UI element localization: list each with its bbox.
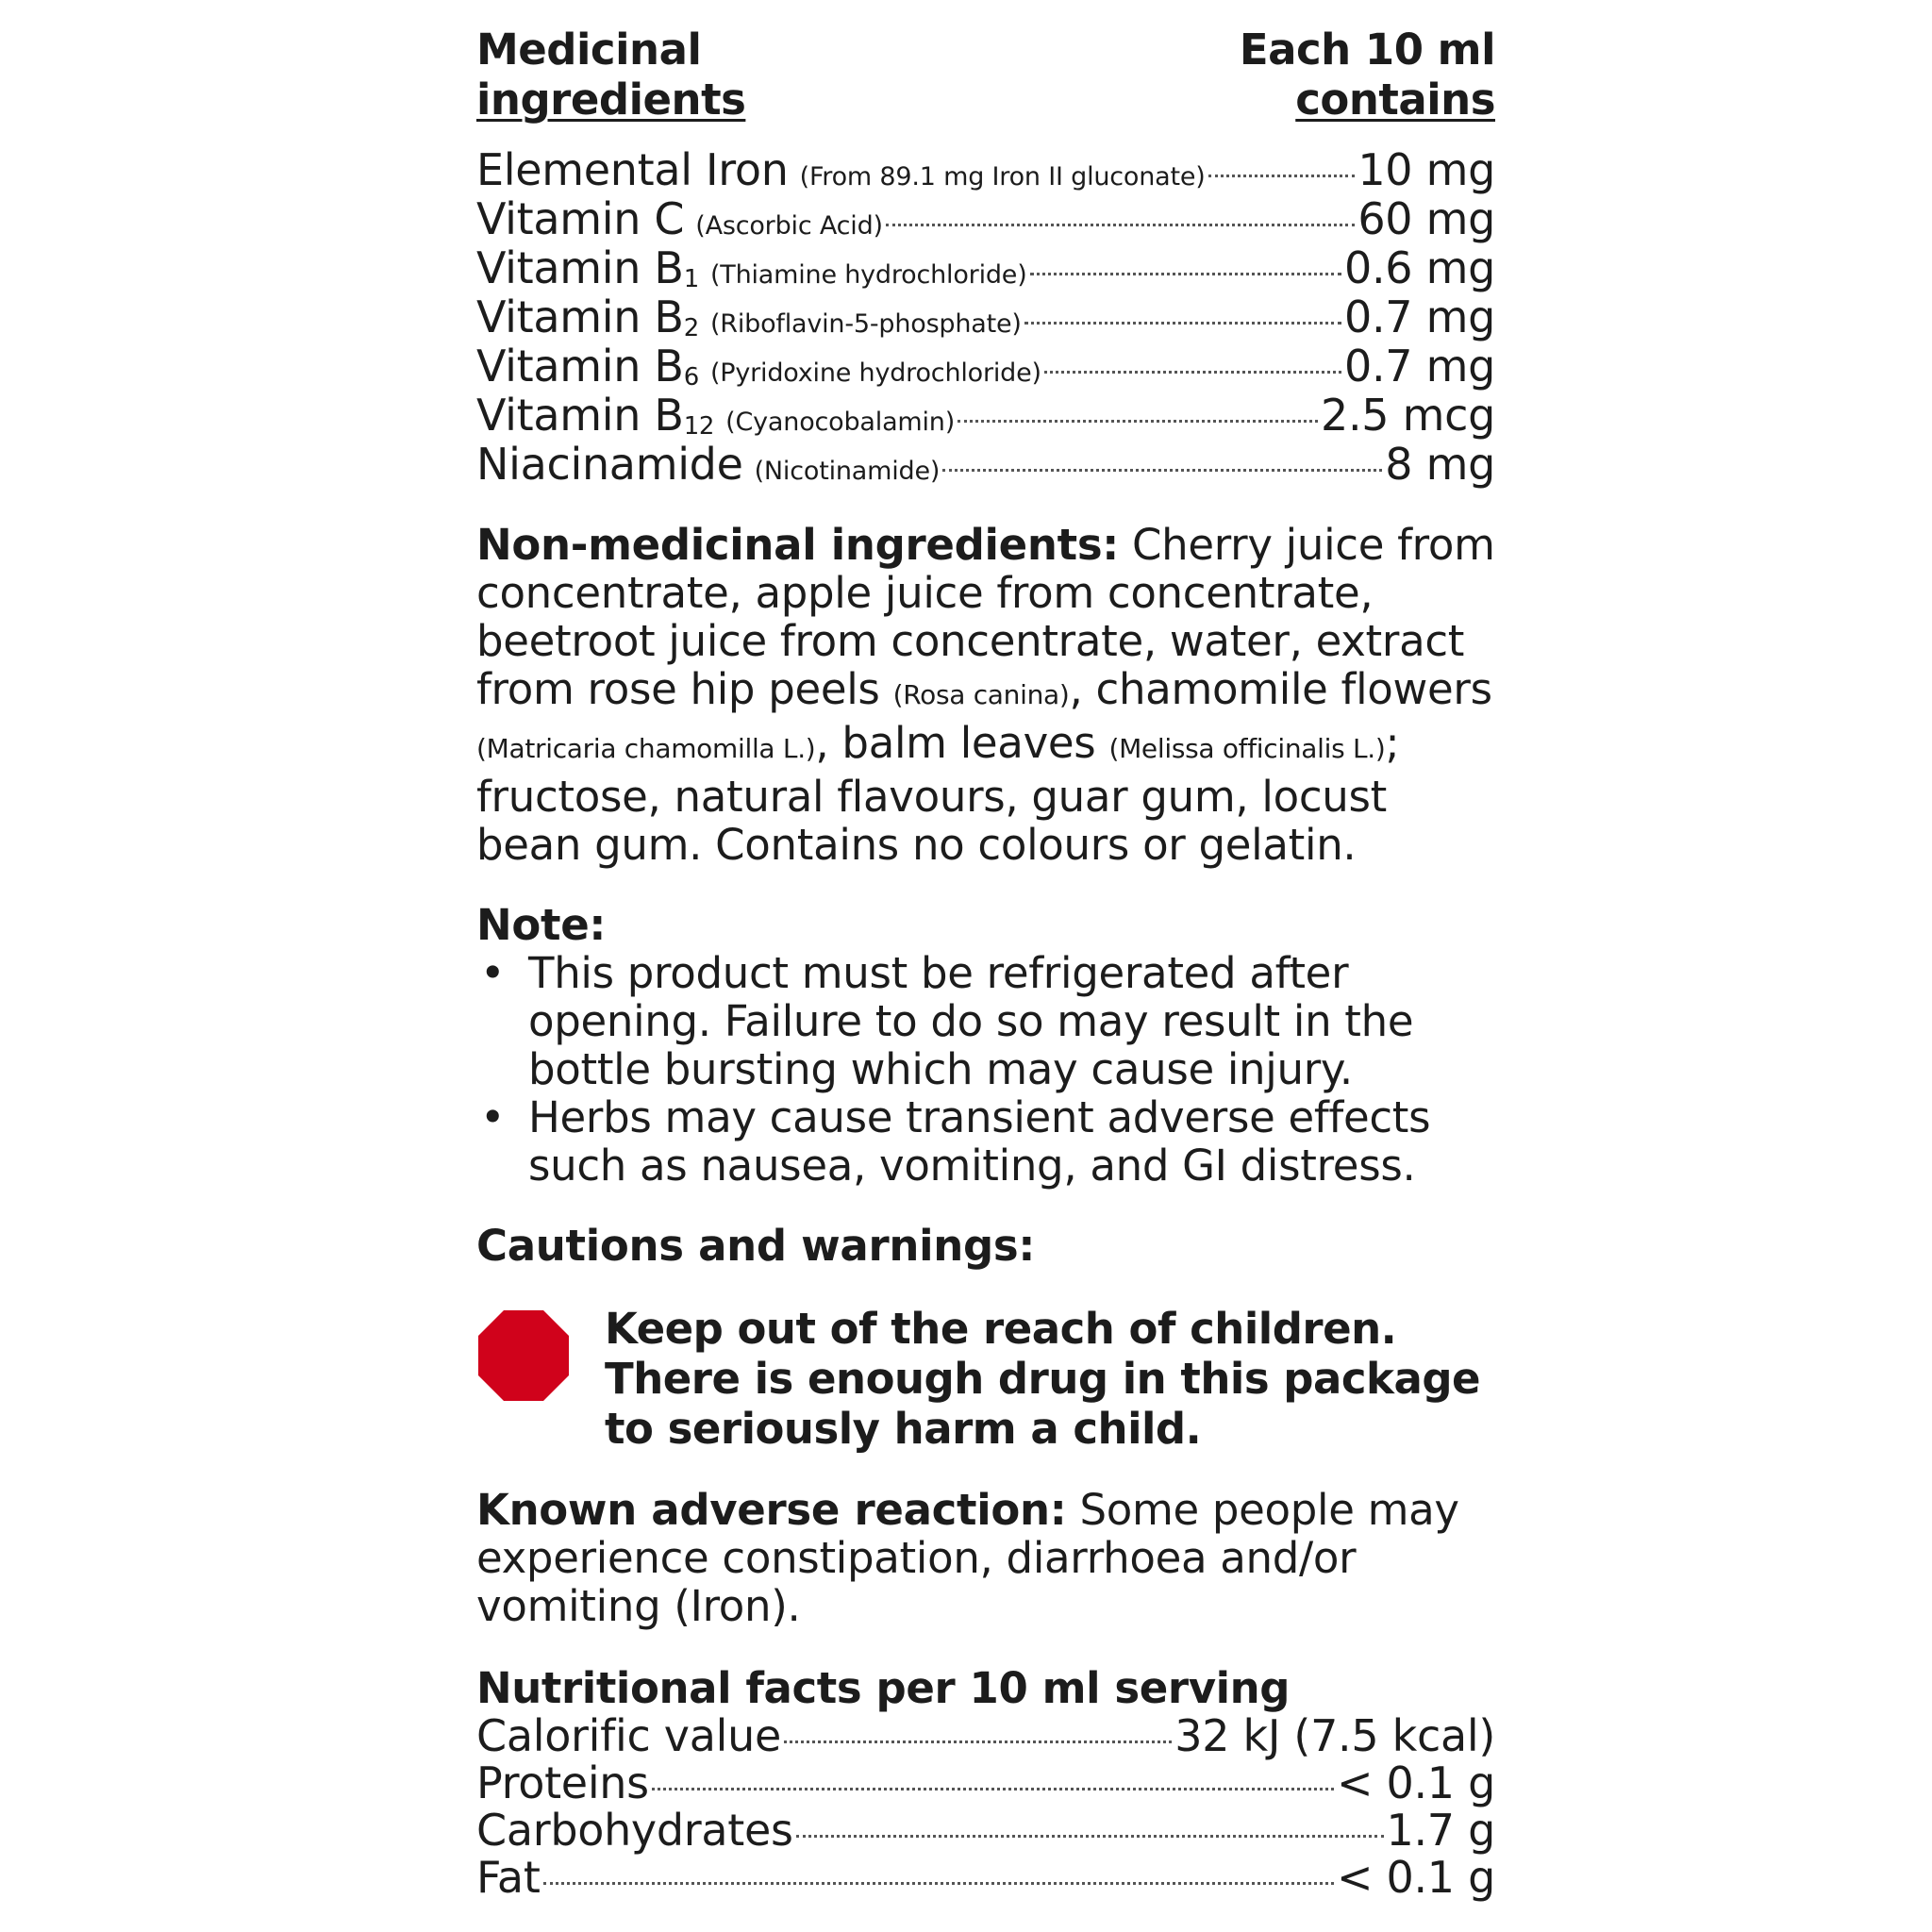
heading-line: Each 10 ml [1239,25,1495,75]
adverse-reaction-paragraph [476,1486,1495,1630]
latin-name: (Matricaria chamomilla L.) [476,733,816,764]
nutrient-amount: 1.7 g [1386,1805,1495,1856]
ingredient-name: Vitamin $B_{12}$ [476,390,715,441]
child-warning-text: Keep out of the reach of children. There is enough drug in this package to seriously harm a child. [605,1304,1481,1454]
bullet-icon: • [480,948,506,998]
non-medicinal-label: Non-medicinal ingredients: [476,520,1119,570]
heading-line: ingredients [476,75,746,125]
subscript: 12 [683,412,715,441]
ingredient-name: Niacinamide [476,439,743,490]
ingredient-row [476,145,1495,194]
note-list [476,949,1495,1190]
note-text: This product must be refrigerated after opening. Failure to do so may result in the bottle bursting which may cause injury. [528,948,1414,1094]
nutrient-name: Carbohydrates [476,1805,793,1856]
ingredient-detail: (From 89.1 mg Iron II gluconate) [799,162,1206,192]
note-item [476,949,1495,1093]
nutrient-amount: < 0.1 g [1336,1757,1495,1808]
note-text: Herbs may cause transient adverse effects such as nausea, vomiting, and GI distress. [528,1092,1431,1191]
ingredient-amount: 2.5 mcg [1321,390,1495,441]
dot-leader [1024,322,1341,325]
ingredient-detail: (Riboflavin-5-phosphate) [709,309,1022,339]
label-panel [476,25,1495,1901]
dot-leader [796,1835,1384,1838]
bullet-icon: • [480,1092,506,1142]
medicinal-ingredients-heading [476,25,745,125]
nutrition-list [476,1712,1495,1901]
dot-leader [1030,273,1341,275]
nutrient-amount: 32 kJ (7.5 kcal) [1174,1710,1495,1761]
note-item [476,1093,1495,1190]
stop-sign-icon [476,1308,571,1403]
heading-line: contains [1295,75,1495,125]
each-10ml-heading [1240,25,1495,125]
ingredient-row [476,292,1495,341]
dot-leader [784,1740,1172,1743]
ingredient-row [476,341,1495,391]
nutrient-name: Fat [476,1852,541,1903]
ingredient-name: Elemental Iron [476,144,789,195]
latin-name: (Rosa canina) [892,679,1070,710]
child-warning [476,1304,1495,1454]
nutrition-row [476,1759,1495,1807]
dot-leader [886,224,1355,226]
ingredient-name: Vitamin $B_6$ [476,341,699,391]
ingredient-amount: 0.7 mg [1344,341,1495,391]
ingredient-detail: (Thiamine hydrochloride) [709,260,1027,290]
nutrition-heading: Nutritional facts per 10 ml serving [476,1663,1291,1713]
medicinal-ingredient-list [476,145,1495,489]
dot-leader [652,1788,1334,1790]
nutrient-amount: < 0.1 g [1336,1852,1495,1903]
paragraph-text: , chamomile flowers [1069,664,1492,714]
ingredient-detail: (Nicotinamide) [754,457,941,486]
note-heading: Note: [476,900,607,950]
adverse-label: Known adverse reaction: [476,1485,1067,1535]
nutrient-name: Proteins [476,1757,649,1808]
subscript: 1 [683,265,699,293]
paragraph-text: Some people may experience constipation, diarrhoea and/or vomiting (Iron). [476,1485,1459,1631]
subscript: 6 [683,363,699,391]
ingredient-row [476,243,1495,292]
paragraph-text: , balm leaves [815,718,1109,768]
ingredients-header [476,25,1495,125]
nutrition-row [476,1712,1495,1759]
heading-line: Medicinal [476,25,702,75]
dot-leader [1208,175,1356,177]
ingredient-name: Vitamin C [476,193,685,244]
ingredient-row [476,440,1495,489]
ingredient-amount: 10 mg [1357,144,1495,195]
ingredient-amount: 0.7 mg [1344,291,1495,342]
ingredient-amount: 8 mg [1385,439,1495,490]
ingredient-detail: (Pyridoxine hydrochloride) [709,358,1041,388]
latin-name: (Melissa officinalis L.) [1108,733,1386,764]
paragraph-text: ; fructose, natural flavours, guar gum, locust bean gum. Contains no colours or gelatin. [476,718,1400,870]
ingredient-amount: 60 mg [1357,193,1495,244]
nutrition-row [476,1807,1495,1854]
ingredient-name: Vitamin $B_1$ [476,242,699,293]
ingredient-amount: 0.6 mg [1344,242,1495,293]
subscript: 2 [683,314,699,342]
non-medicinal-paragraph [476,521,1495,869]
paragraph-text: Cherry juice from concentrate, apple juice from concentrate, beetroot juice from concentrate, water, extract from rose hip peels [476,520,1495,714]
dot-leader [1044,371,1341,374]
ingredient-name: Vitamin $B_2$ [476,291,699,342]
ingredient-detail: (Ascorbic Acid) [695,211,883,241]
dot-leader [942,469,1382,472]
cautions-heading: Cautions and warnings: [476,1221,1036,1271]
dot-leader [543,1882,1334,1885]
nutrient-name: Calorific value [476,1710,781,1761]
ingredient-detail: (Cyanocobalamin) [725,408,956,437]
nutrition-row [476,1854,1495,1901]
dot-leader [958,420,1318,423]
